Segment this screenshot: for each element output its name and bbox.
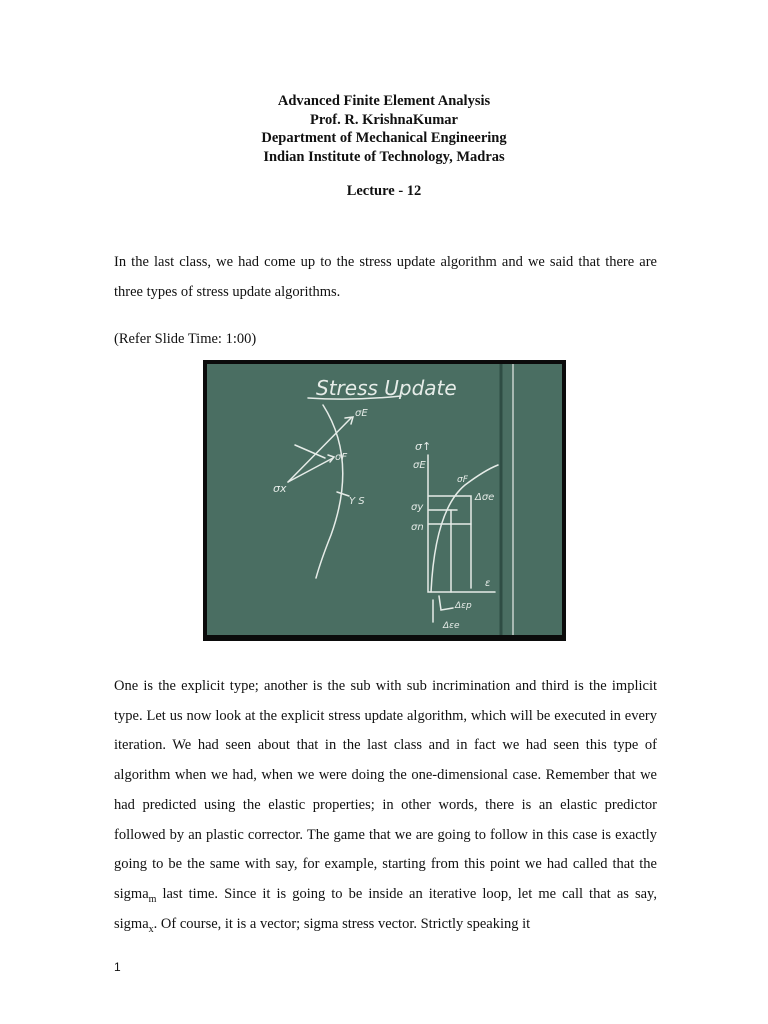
paragraph-text-1: One is the explicit type; another is the sub with sub incrimination and third is the implicit type. Let us now look at the explicit stress update algorithm, which will be executed in every iteration. We had seen about that in the last class and in fact we had seen this type of algorithm when we had, when we were doing the one-dimensional case. Remember that we had predicted using the elastic properties; in other words, there is an elastic predictor followed by an plastic corrector. The game that we are going to follow in this case is exactly going to be the same with say, for example, starting from this point we had called that the sigma [114, 678, 657, 902]
department-name: Department of Mechanical Engineering [261, 130, 507, 146]
label-axis-sigma: σ↑ [415, 440, 432, 453]
document-header [0, 92, 768, 166]
paragraph-text-2: last time. Since it is going to be inside an iterative loop, let me call that as say, sigma [114, 885, 657, 932]
professor-name: Prof. R. KrishnaKumar [310, 111, 458, 128]
label-ys: Y S [349, 496, 365, 507]
label-delta-sigma-e: Δσe [475, 492, 495, 503]
chalkboard-drawing [203, 360, 566, 641]
chalkboard [207, 364, 562, 635]
subscript-x: x [148, 923, 154, 935]
institute-name: Indian Institute of Technology, Madras [263, 148, 505, 165]
page-number: 1 [114, 960, 121, 974]
label-delta-eps-e: Δεe [443, 621, 460, 631]
lecture-number: Lecture - 12 [346, 183, 422, 199]
label-sigma-x: σx [273, 482, 287, 495]
label-delta-eps-p: Δεp [455, 601, 472, 611]
label-sigma-y: σy [411, 502, 424, 513]
refer-slide-time: (Refer Slide Time: 1:00) [114, 331, 257, 347]
paragraph-text-3: . Of course, it is a vector; sigma stress vector. Strictly speaking it [153, 915, 531, 932]
explicit-algorithm-paragraph [114, 672, 657, 939]
label-sigma-e-axis: σE [413, 460, 426, 471]
label-sigma-f-curve: σF [457, 475, 468, 485]
course-title: Advanced Finite Element Analysis [277, 93, 491, 109]
label-epsilon: ε [485, 578, 491, 589]
slide-title: Stress Update [316, 376, 457, 400]
intro-paragraph: In the last class, we had come up to the stress update algorithm and we said that there are three types of stress update algorithms. [114, 254, 657, 300]
label-sigma-f: σF [335, 452, 348, 463]
slide-image [203, 360, 566, 641]
subscript-m: m [148, 893, 157, 905]
label-sigma-e: σE [355, 408, 368, 419]
label-sigma-n: σn [411, 522, 424, 533]
